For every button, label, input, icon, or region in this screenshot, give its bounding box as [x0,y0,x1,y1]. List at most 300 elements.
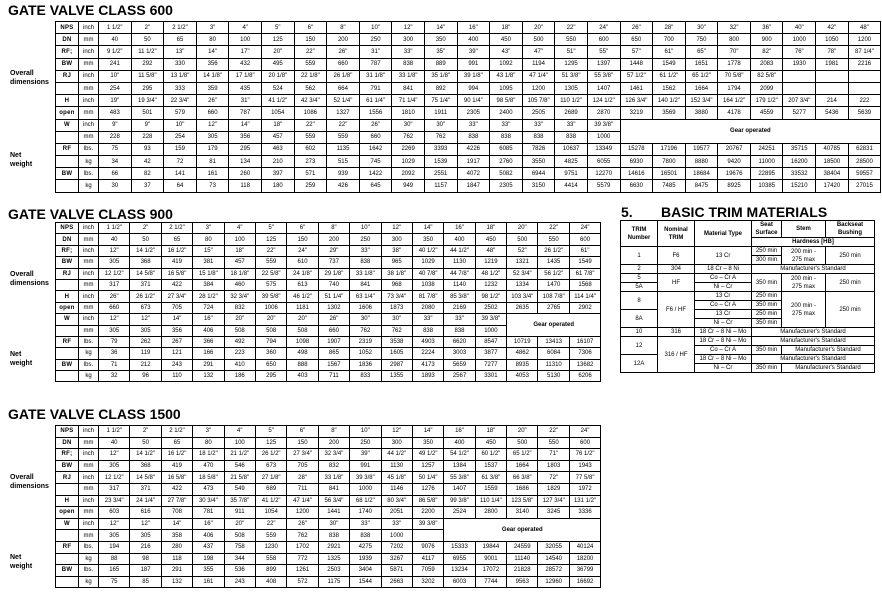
table-cell: 76" [783,46,816,58]
table-cell: 24" [287,245,318,256]
table-cell: 33532 [783,168,816,180]
table-cell: 575 [255,279,286,290]
table-cell: 55 3/8" [444,472,475,484]
trim-5a-material: Ni – Cr [695,283,752,292]
table-cell: 5659 [444,359,475,370]
row-unit: kg [79,553,99,565]
table-cell: 6955 [444,553,475,565]
table-cell: 46 1/2" [287,291,318,302]
table-cell: 406 [193,530,224,542]
table-cell: 44 1/2" [444,245,475,256]
table-cell: 42 3/4" [294,95,327,107]
row-param: RJ [56,70,79,82]
table-cell: 50 [130,234,161,245]
table-cell: 18" [490,22,523,34]
table-cell: 2092 [392,168,425,180]
table-cell: 6055 [587,156,620,168]
table-cell: 300 [392,34,425,46]
table-cell: 660 [359,131,392,143]
table-cell: 60 1/2" [475,449,506,461]
trim-8a-number: 8A [621,310,658,328]
table-cell: 12" [381,426,412,438]
table-cell: 33" [350,518,381,530]
class1500-title: GATE VALVE CLASS 1500 [8,406,181,422]
table-cell: 745 [359,156,392,168]
table-cell: 549 [224,483,255,495]
table-cell: 660 [196,107,229,119]
table-cell: 32" [718,22,751,34]
table-cell: 1740 [350,507,381,519]
table-cell: 29 1/8" [318,268,349,279]
table-cell: 15210 [783,180,816,192]
table-cell: 355 [193,565,224,577]
table-cell: 124 1/2" [587,95,620,107]
table-cell: 10719 [507,336,538,347]
table-cell: 33 1/8" [392,70,425,82]
table-cell: 13" [164,46,197,58]
table-cell: 2524 [444,507,475,519]
table-cell: 450 [475,437,506,449]
row-param [56,371,79,382]
table-cell: 5436 [816,107,849,119]
table-cell: 8475 [685,180,718,192]
table-row [56,107,881,119]
table-cell: 6" [287,426,318,438]
table-cell: 98 1/2" [475,291,506,302]
table-cell: 7826 [522,143,555,155]
row-param [56,131,79,143]
table-cell: 2400 [490,107,523,119]
table-cell: 187 [130,565,161,577]
table-cell: 1981 [816,58,849,70]
table-cell: 66 3/8" [507,472,538,484]
table-cell: 3140 [507,507,538,519]
table-cell: 381 [193,257,224,268]
table-cell: 119 [130,348,161,359]
table-cell: 305 [99,460,130,472]
table-cell: 75 [99,143,132,155]
row-unit: lbs. [79,336,99,347]
table-cell: 1098 [287,336,318,347]
table-cell: 3267 [381,553,412,565]
row-param: BW [56,58,79,70]
table-cell: 762 [287,530,318,542]
table-cell: 3336 [569,507,600,519]
table-cell: 2870 [587,107,620,119]
table-cell: 47" [522,46,555,58]
table-cell: 724 [193,302,224,313]
table-cell: 368 [130,460,161,472]
table-cell: 5" [255,426,286,438]
table-cell: 14 1/2" [130,245,161,256]
table-cell: 3" [196,22,229,34]
trim-12-material-2: Co – Cr A [695,346,752,355]
row-param: RJ [56,268,79,279]
table-cell: 16 5/8" [161,268,192,279]
table-cell: 19676 [718,168,751,180]
table-cell: 600 [569,234,600,245]
table-cell: 13 1/8" [164,70,197,82]
table-cell: 1327 [327,107,360,119]
table-cell: 8925 [718,180,751,192]
table-cell: 26" [196,95,229,107]
table-cell: 965 [381,257,412,268]
table-cell: 140 1/2" [653,95,686,107]
table-cell: 200 [318,437,349,449]
table-cell: 96 [130,371,161,382]
table-cell: 30 3/4" [193,495,224,507]
table-cell: 87 1/4" [848,46,881,58]
table-row [56,143,881,155]
table-cell: 1086 [294,107,327,119]
table-cell: 15333 [444,541,475,553]
table-cell: 33" [350,245,381,256]
table-cell: 24" [569,223,600,234]
table-cell: 2169 [444,302,475,313]
table-cell: 1146 [381,483,412,495]
table-cell: 356 [229,131,262,143]
table-cell: 2987 [381,359,412,370]
table-cell: 559 [255,257,286,268]
table-cell: 14 5/8" [130,472,161,484]
table-cell: 18 1/8" [224,268,255,279]
row-unit: mm [79,82,99,94]
table-cell: 65 [161,437,192,449]
row-param: RF; [56,46,79,58]
table-cell: 660 [327,58,360,70]
table-cell: 2200 [412,507,443,519]
table-cell: 6085 [490,143,523,155]
table-cell: 16200 [783,156,816,168]
table-cell: 2305 [490,180,523,192]
table-cell: 17" [229,46,262,58]
table-row [56,70,881,82]
table-cell: 463 [261,143,294,155]
table-cell: 14" [412,223,443,234]
table-cell: 1200 [522,82,555,94]
table-cell: 13413 [538,336,569,347]
table-cell: 33" [522,119,555,131]
table-cell: 24 1/8" [287,268,318,279]
table-cell: 7800 [653,156,686,168]
table-cell: 123 5/8" [507,495,538,507]
table-cell: 2689 [555,107,588,119]
table-cell: 1302 [318,302,349,313]
table-cell: 32 [99,371,130,382]
trim-5-stem: 200 min - 275 max [782,274,826,292]
table-cell: 127 3/4" [538,495,569,507]
table-cell: 164 1/2" [718,95,751,107]
table-cell: 358 [161,530,192,542]
table-cell: 1448 [620,58,653,70]
trim-8-material-2: Co – Cr A [695,301,752,310]
table-cell: 1917 [457,156,490,168]
table-cell: 2663 [381,576,412,588]
table-cell: 61 3/8" [475,472,506,484]
trim-1-number: 1 [621,247,658,265]
table-cell: 8880 [685,156,718,168]
row-unit: inch [79,314,99,325]
table-cell: 1334 [507,279,538,290]
table-row [56,553,601,565]
table-cell: 737 [318,257,349,268]
table-cell: 31" [229,95,262,107]
table-cell: 30" [685,22,718,34]
table-cell: 30 [99,180,132,192]
row-unit: mm [79,302,99,313]
table-cell: 483 [99,107,132,119]
table-cell: 39 3/8" [412,518,443,530]
table-cell: 18 1/2" [193,449,224,461]
table-cell: 8547 [475,336,506,347]
table-cell: 250 [350,437,381,449]
table-cell: 16" [457,22,490,34]
table-row [56,268,601,279]
row-param: RF [56,336,79,347]
table-cell: 838 [318,530,349,542]
table-cell [783,82,816,94]
row-unit: mm [79,530,99,542]
table-cell: 1200 [287,507,318,519]
trim-5-nominal: HF [658,274,695,292]
table-row [56,46,881,58]
table-cell: 134 [229,156,262,168]
table-cell: 4559 [750,107,783,119]
table-cell: 39" [350,449,381,461]
table-cell: 125 [255,437,286,449]
table-cell: 1232 [475,279,506,290]
table-cell [412,530,443,542]
table-cell: 758 [224,541,255,553]
table-cell: 72" [538,472,569,484]
table-cell: 26" [99,291,130,302]
table-cell: 838 [444,325,475,336]
table-cell: 1847 [457,180,490,192]
table-cell: 85 [130,576,161,588]
table-cell: 22 1/8" [294,70,327,82]
table-cell: 18" [261,119,294,131]
table-cell: 495 [261,58,294,70]
table-cell: 838 [490,131,523,143]
table-cell: 1810 [392,107,425,119]
table-cell: 1130 [381,460,412,472]
table-cell: 660 [99,302,130,313]
table-cell: 2" [131,22,164,34]
table-cell: 54 1/2" [444,449,475,461]
table-cell: 645 [359,180,392,192]
trim-header-backseat: Backseat Bushing [826,221,875,238]
table-cell: 40785 [816,143,849,155]
table-cell: 82" [750,46,783,58]
table-cell: 8" [318,223,349,234]
table-cell: 700 [653,34,686,46]
table-cell: 1537 [475,460,506,472]
table-cell: 19 3/4" [131,95,164,107]
row-param: BW [56,257,79,268]
row-unit: mm [79,257,99,268]
table-cell: 1257 [412,460,443,472]
table-cell: 179 1/2" [750,95,783,107]
table-cell: 22" [538,223,569,234]
row-unit: inch [79,70,99,82]
trim-12-nominal: 316 / HF [658,337,695,373]
table-cell: 500 [522,34,555,46]
row-param [56,483,79,495]
table-cell: 26" [359,119,392,131]
table-cell: 20" [507,223,538,234]
table-cell: 1803 [538,460,569,472]
table-cell: 8" [327,22,360,34]
table-cell: 470 [193,460,224,472]
table-cell: 2" [130,223,161,234]
table-cell: 1544 [350,576,381,588]
row-unit: inch [79,426,99,438]
table-cell: 550 [538,437,569,449]
table-cell: 2567 [444,371,475,382]
trim-header-material: Material Type [695,221,752,247]
table-cell: 16501 [653,168,686,180]
table-cell: 400 [457,34,490,46]
trim-table [620,220,875,373]
table-cell: 18684 [685,168,718,180]
trim-12-standard-2: Manufacturer's Standard [782,346,875,355]
trim-8-number: 8 [621,292,658,310]
table-cell: 15" [193,245,224,256]
table-cell: 3393 [424,143,457,155]
table-cell: 51" [555,46,588,58]
table-cell: 141 [164,168,197,180]
row-unit: inch [79,449,99,461]
row-param: DN [56,34,79,46]
table-cell: 21 5/8" [224,472,255,484]
trim-10-standard: Manufacturer's Standard [752,328,875,337]
table-cell: 260 [229,168,262,180]
class1500-table [55,425,601,588]
row-param: open [56,107,79,119]
trim-12a-standard-2: Manufacturer's Standard [782,364,875,373]
row-param: W [56,119,79,131]
table-cell: 19" [99,95,132,107]
table-cell: 2551 [424,168,457,180]
table-cell: 16" [193,518,224,530]
row-unit: lbs. [79,359,99,370]
table-cell: 125 [255,234,286,245]
table-cell: 180 [261,180,294,192]
table-cell: 14 1/8" [196,70,229,82]
table-cell: 791 [359,82,392,94]
table-cell: 39 3/8" [587,119,620,131]
table-cell: 508 [224,325,255,336]
table-cell: 194 [99,541,130,553]
table-cell: 5" [255,223,286,234]
table-cell: 524 [261,82,294,94]
table-cell: 114 1/4" [569,291,600,302]
row-param: open [56,507,79,519]
table-cell: 132 [193,371,224,382]
row-param: W [56,314,79,325]
row-param [56,180,79,192]
table-cell: 2921 [318,541,349,553]
table-cell: 410 [224,359,255,370]
row-param [56,325,79,336]
row-unit: mm [79,279,99,290]
table-cell: 1052 [350,348,381,359]
table-cell: 41 1/2" [255,495,286,507]
table-cell: 24" [587,22,620,34]
table-cell: 80 [193,234,224,245]
table-cell: 5579 [587,180,620,192]
row-unit: mm [79,234,99,245]
table-cell: 600 [587,34,620,46]
table-cell: 838 [555,131,588,143]
table-cell: 7306 [569,348,600,359]
table-cell: 2 1/2" [161,426,192,438]
row-param: H [56,291,79,302]
table-cell: 1384 [444,460,475,472]
table-cell: 50 [131,34,164,46]
table-cell: 80 [193,437,224,449]
table-cell: 7744 [475,576,506,588]
table-cell: 40 1/2" [412,245,443,256]
table-cell: 750 [685,34,718,46]
table-cell: 18 5/8" [193,472,224,484]
table-cell: 1778 [718,58,751,70]
row-param: BW [56,359,79,370]
table-cell [816,70,849,82]
table-cell: 35715 [783,143,816,155]
table-cell: 33" [490,119,523,131]
row-param: RF [56,541,79,553]
table-cell: 159 [164,143,197,155]
class600-weight-label: Net weight [10,152,33,168]
table-cell: 673 [130,302,161,313]
row-param [56,348,79,359]
table-cell: 968 [381,279,412,290]
table-cell: 17420 [816,180,849,192]
table-cell: 450 [475,234,506,245]
table-cell: 27 3/4" [161,291,192,302]
table-cell: 650 [620,34,653,46]
table-cell: 22" [294,46,327,58]
row-param: DN [56,437,79,449]
table-cell: 14 1/2" [130,449,161,461]
table-cell: 1407 [444,483,475,495]
table-cell: 80 3/4" [381,495,412,507]
table-cell: 9751 [555,168,588,180]
table-row [56,472,601,484]
table-cell: 4173 [412,359,443,370]
table-cell: 1092 [490,58,523,70]
table-cell: 9001 [475,553,506,565]
table-cell: 991 [350,460,381,472]
table-cell: 10" [359,22,392,34]
table-cell: 911 [224,507,255,519]
table-row [56,371,601,382]
table-cell: 838 [457,131,490,143]
table-cell: 295 [229,143,262,155]
table-cell: 550 [555,34,588,46]
table-cell: 38" [381,245,412,256]
gear-operated-note: Gear operated [507,314,601,337]
table-cell: 12" [130,314,161,325]
table-row [56,437,601,449]
table-cell: 3538 [381,336,412,347]
table-cell: 2502 [475,302,506,313]
row-unit: inch [79,223,99,234]
table-cell: 12" [99,314,130,325]
table-cell: 787 [359,58,392,70]
table-cell: 457 [261,131,294,143]
